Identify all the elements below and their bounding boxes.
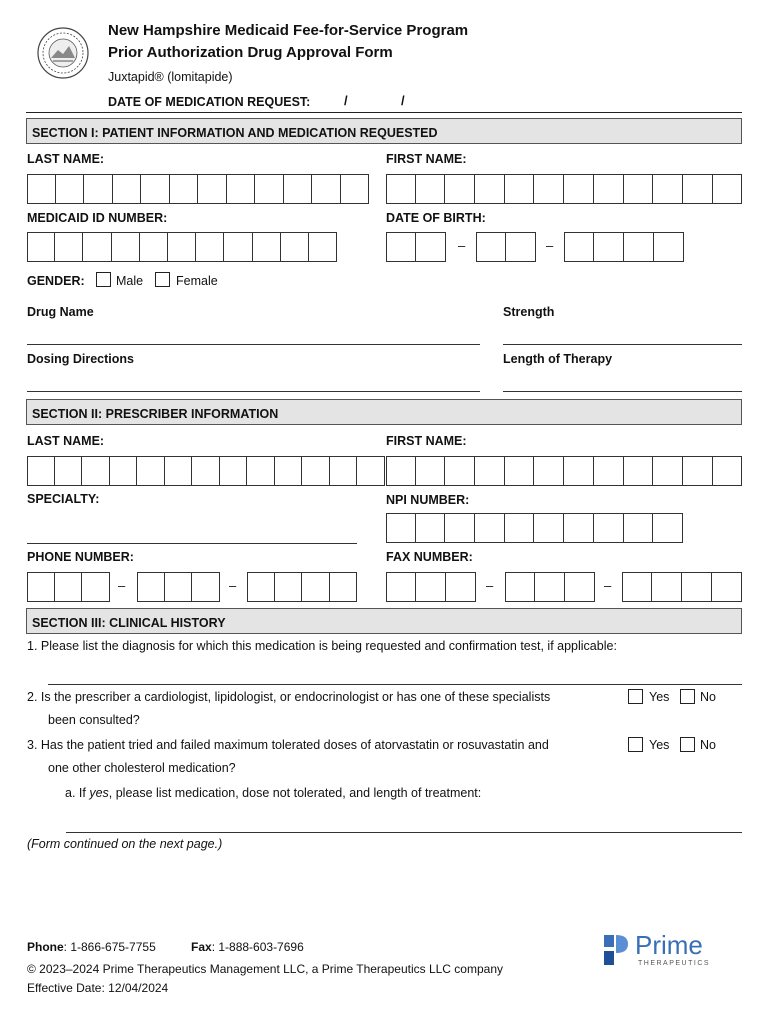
form-title-line1: New Hampshire Medicaid Fee-for-Service Program <box>108 22 469 39</box>
form-title-line2: Prior Authorization Drug Approval Form <box>108 44 393 61</box>
date-sep-1: / <box>344 93 348 108</box>
phone-area-boxes[interactable] <box>27 572 110 602</box>
footer-phone-label: Phone <box>27 940 64 954</box>
phone-dash-2: – <box>229 578 237 593</box>
phone-dash-1: – <box>118 578 126 593</box>
question-1-answer-line[interactable] <box>48 684 742 685</box>
male-label: Male <box>116 274 144 288</box>
footer-phone-value: : 1-866-675-7755 <box>63 940 156 954</box>
question-3a-answer-line[interactable] <box>66 832 742 833</box>
footer-fax <box>191 940 304 954</box>
section3-header: SECTION III: CLINICAL HISTORY <box>26 608 742 634</box>
section1-header: SECTION I: PATIENT INFORMATION AND MEDICATION REQUESTED <box>26 118 742 144</box>
q2-no-label: No <box>700 690 716 704</box>
footer-phone <box>27 940 156 954</box>
state-seal <box>36 24 90 82</box>
header-rule <box>26 112 742 113</box>
medicaid-id-boxes[interactable] <box>27 232 337 262</box>
q2-no-checkbox[interactable] <box>680 689 695 704</box>
q2-yes-label: Yes <box>649 690 670 704</box>
female-checkbox[interactable] <box>155 272 170 287</box>
male-checkbox[interactable] <box>96 272 111 287</box>
patient-first-name-boxes[interactable] <box>386 174 742 204</box>
prime-logo <box>602 932 722 972</box>
q3-yes-label: Yes <box>649 738 670 752</box>
dob-day-boxes[interactable] <box>476 232 536 262</box>
phone-line-boxes[interactable] <box>247 572 357 602</box>
section2-header: SECTION II: PRESCRIBER INFORMATION <box>26 399 742 425</box>
phone-label: PHONE NUMBER: <box>27 550 134 564</box>
question-3-line2: one other cholesterol medication? <box>48 761 236 775</box>
medicaid-id-label: MEDICAID ID NUMBER: <box>27 211 168 225</box>
prescriber-last-name-label: LAST NAME: <box>27 434 105 448</box>
drug-name-label: Drug Name <box>27 305 94 319</box>
prescriber-last-name-boxes[interactable] <box>27 456 385 486</box>
dob-dash-1: – <box>458 238 466 253</box>
question-1: 1. Please list the diagnosis for which this medication is being requested and confirmation test, if applicable: <box>27 639 617 653</box>
dosing-line[interactable] <box>27 391 480 392</box>
strength-label: Strength <box>503 305 555 319</box>
patient-last-name-boxes[interactable] <box>27 174 369 204</box>
drug-name-line[interactable] <box>27 344 480 345</box>
fax-area-boxes[interactable] <box>386 572 476 602</box>
footer-fax-label: Fax <box>191 940 212 954</box>
specialty-label: SPECIALTY: <box>27 492 100 506</box>
footer-copyright: © 2023–2024 Prime Therapeutics Management LLC, a Prime Therapeutics LLC company <box>27 962 503 976</box>
q3-no-label: No <box>700 738 716 752</box>
prescriber-first-name-label: FIRST NAME: <box>386 434 467 448</box>
phone-prefix-boxes[interactable] <box>137 572 220 602</box>
continued-note: (Form continued on the next page.) <box>27 837 223 851</box>
q3-no-checkbox[interactable] <box>680 737 695 752</box>
q3a-prefix: a. If <box>65 786 90 800</box>
npi-label: NPI NUMBER: <box>386 493 470 507</box>
patient-last-name-label: LAST NAME: <box>27 152 105 166</box>
prime-logo-word: Prime <box>635 930 703 960</box>
question-3a <box>65 786 481 800</box>
footer-fax-value: : 1-888-603-7696 <box>211 940 304 954</box>
female-label: Female <box>176 274 218 288</box>
q3a-yes-word: yes <box>89 786 109 800</box>
question-2-line2: been consulted? <box>48 713 140 727</box>
dob-label: DATE OF BIRTH: <box>386 211 486 225</box>
footer-effective-date: Effective Date: 12/04/2024 <box>27 981 169 995</box>
date-sep-2: / <box>401 93 405 108</box>
dob-year-boxes[interactable] <box>564 232 684 262</box>
fax-label: FAX NUMBER: <box>386 550 473 564</box>
prime-logo-icon <box>602 932 632 968</box>
drug-subtitle: Juxtapid® (lomitapide) <box>108 70 233 84</box>
specialty-line[interactable] <box>27 543 357 544</box>
dosing-label: Dosing Directions <box>27 352 134 366</box>
q3a-rest: , please list medication, dose not tolerated, and length of treatment: <box>108 786 482 800</box>
length-therapy-line[interactable] <box>503 391 742 392</box>
dob-dash-2: – <box>546 238 554 253</box>
fax-dash-2: – <box>604 578 612 593</box>
strength-line[interactable] <box>503 344 742 345</box>
date-request-label: DATE OF MEDICATION REQUEST: <box>108 95 311 109</box>
fax-line-boxes[interactable] <box>622 572 742 602</box>
gender-label: GENDER: <box>27 274 85 288</box>
question-2-line1: 2. Is the prescriber a cardiologist, lipidologist, or endocrinologist or has one of these specialists <box>27 690 551 704</box>
dob-month-boxes[interactable] <box>386 232 446 262</box>
question-3-line1: 3. Has the patient tried and failed maximum tolerated doses of atorvastatin or rosuvastatin and <box>27 738 549 752</box>
q2-yes-checkbox[interactable] <box>628 689 643 704</box>
q3-yes-checkbox[interactable] <box>628 737 643 752</box>
npi-boxes[interactable] <box>386 513 683 543</box>
fax-prefix-boxes[interactable] <box>505 572 595 602</box>
patient-first-name-label: FIRST NAME: <box>386 152 467 166</box>
prime-logo-sub: THERAPEUTICS <box>638 960 711 967</box>
length-therapy-label: Length of Therapy <box>503 352 613 366</box>
prescriber-first-name-boxes[interactable] <box>386 456 742 486</box>
fax-dash-1: – <box>486 578 494 593</box>
